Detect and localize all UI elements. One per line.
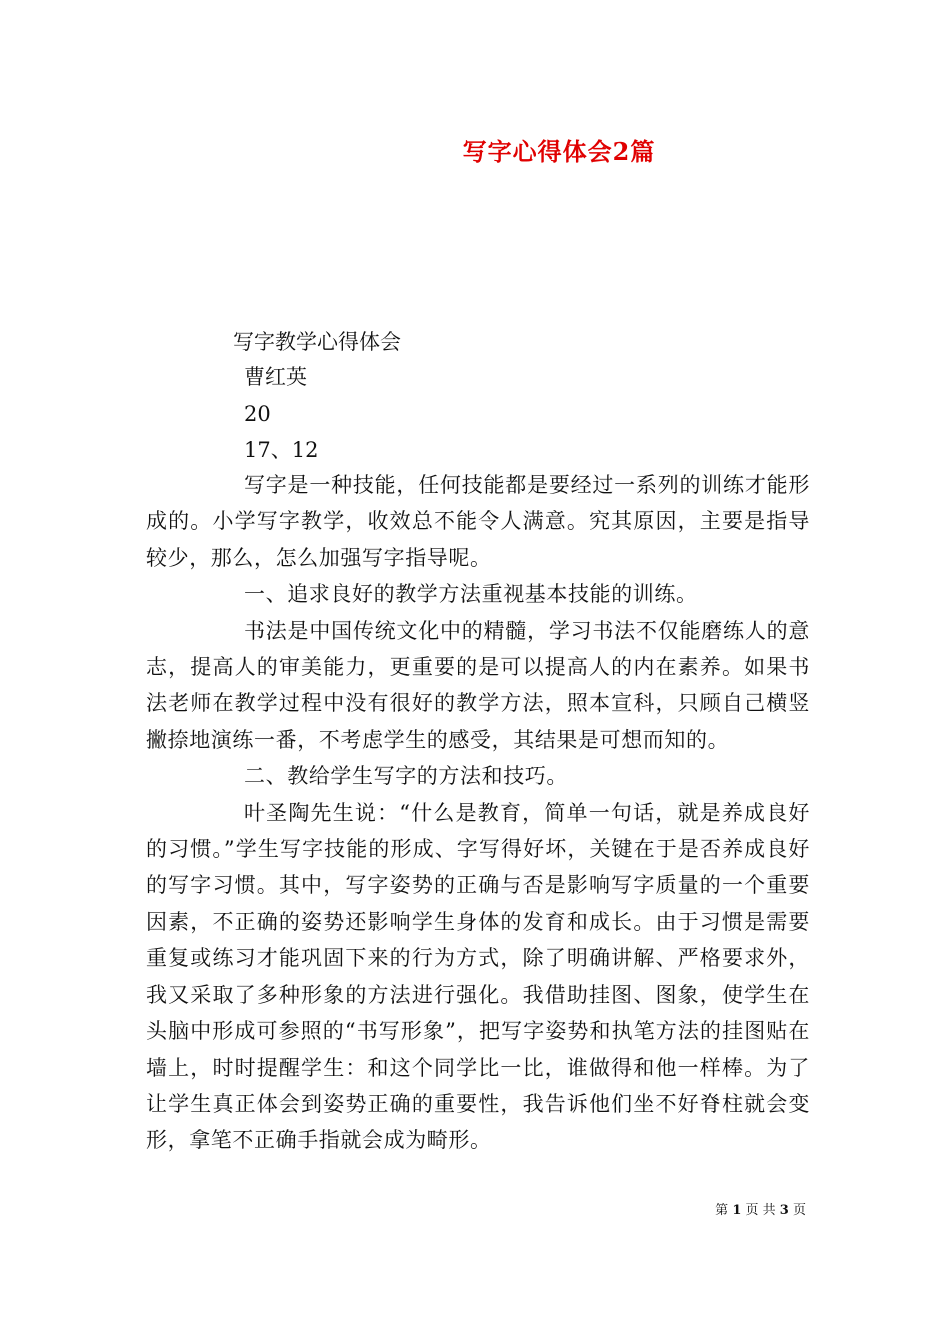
paragraph-habits: 叶圣陶先生说：“什么是教育，简单一句话，就是养成良好的习惯。”学生写字技能的形成、字写得好坏，关键在于是否养成良好的写字习惯。其中，写字姿势的正确与否是影响写字质量的一个重要因素，不正确的姿势还影响学生身体的发育和成长。由于习惯是需要重复或练习才能巩固下来的行为方式，除了明确讲解、严格要求外，我又采取了多种形象的方法进行强化。我借助挂图、图象，使学生在头脑中形成可参照的“书写形象”，把写字姿势和执笔方法的挂图贴在墙上，时时提醒学生：和这个同学比一比，谁做得和他一样棒。为了让学生真正体会到姿势正确的重要性，我告诉他们坐不好脊柱就会变形，拿笔不正确手指就会成为畸形。 (146, 800, 810, 1153)
body-text (146, 467, 810, 1159)
document-title: 写字心得体会2篇 (462, 137, 656, 166)
footer-middle: 页 共 (745, 1203, 776, 1218)
date-line-rest: 17、12 (244, 438, 319, 462)
section-heading-2: 二、教给学生写字的方法和技巧。 (244, 764, 568, 789)
date-line-year: 20 (244, 402, 271, 426)
article-heading: 写字教学心得体会 (233, 330, 401, 354)
footer-prefix: 第 (715, 1203, 729, 1218)
footer-total-pages: 3 (779, 1203, 789, 1218)
paragraph-intro: 写字是一种技能，任何技能都是要经过一系列的训练才能形成的。小学写字教学，收效总不能令人满意。究其原因，主要是指导较少，那么，怎么加强写字指导呢。 (146, 473, 810, 570)
footer-suffix: 页 (792, 1203, 806, 1218)
page-footer (715, 1202, 806, 1220)
section-heading-1: 一、追求良好的教学方法重视基本技能的训练。 (244, 582, 698, 607)
paragraph-calligraphy: 书法是中国传统文化中的精髓，学习书法不仅能磨练人的意志，提高人的审美能力，更重要的是可以提高人的内在素养。如果书法老师在教学过程中没有很好的教学方法，照本宣科，只顾自己横竖撇捺地演练一番，不考虑学生的感受，其结果是可想而知的。 (146, 618, 810, 752)
footer-current-page: 1 (732, 1203, 742, 1218)
author-name: 曹红英 (244, 365, 307, 389)
